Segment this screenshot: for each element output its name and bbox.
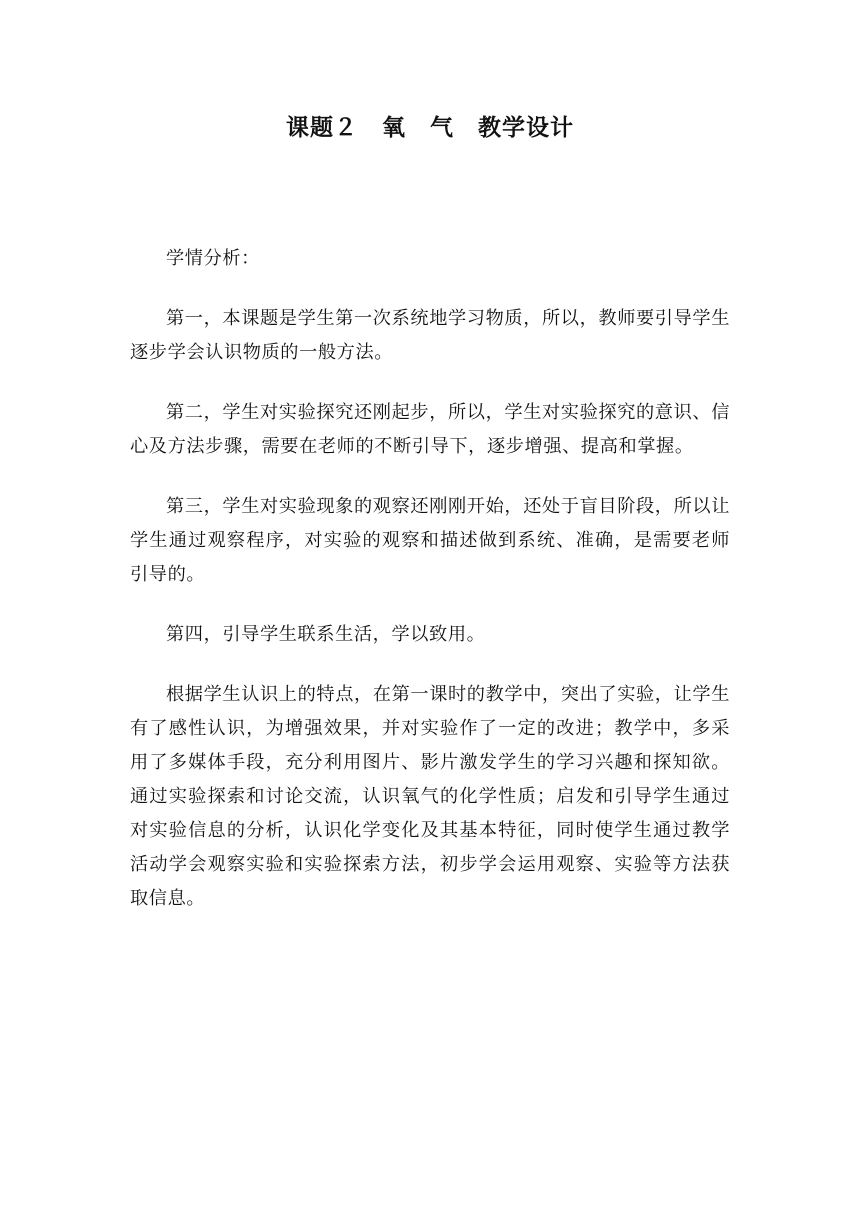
paragraph-2: 第二，学生对实验探究还刚起步，所以，学生对实验探究的意识、信心及方法步骤，需要在老师的不断引导下，逐步增强、提高和掌握。 (130, 402, 730, 457)
document-body (130, 242, 730, 942)
document-title: 课题２ 氧 气 教学设计 (286, 114, 574, 141)
section-heading: 学情分析： (166, 248, 260, 269)
paragraph-5: 根据学生认识上的特点，在第一课时的教学中，突出了实验，让学生有了感性认识，为增强效果，并对实验作了一定的改进；教学中，多采用了多媒体手段，充分利用图片、影片激发学生的学习兴趣和探知欲。通过实验探索和讨论交流，认识氧气的化学性质；启发和引导学生通过对实验信息的分析，认识化学变化及其基本特征，同时使学生通过教学活动学会观察实验和实验探索方法，初步学会运用观察、实验等方法获取信息。 (130, 684, 730, 909)
paragraph-1: 第一，本课题是学生第一次系统地学习物质，所以，教师要引导学生逐步学会认识物质的一般方法。 (130, 308, 730, 363)
paragraph-4: 第四，引导学生联系生活，学以致用。 (166, 624, 486, 645)
paragraph-3: 第三，学生对实验现象的观察还刚刚开始，还处于盲目阶段，所以让学生通过观察程序，对实验的观察和描述做到系统、准确，是需要老师引导的。 (130, 496, 730, 585)
